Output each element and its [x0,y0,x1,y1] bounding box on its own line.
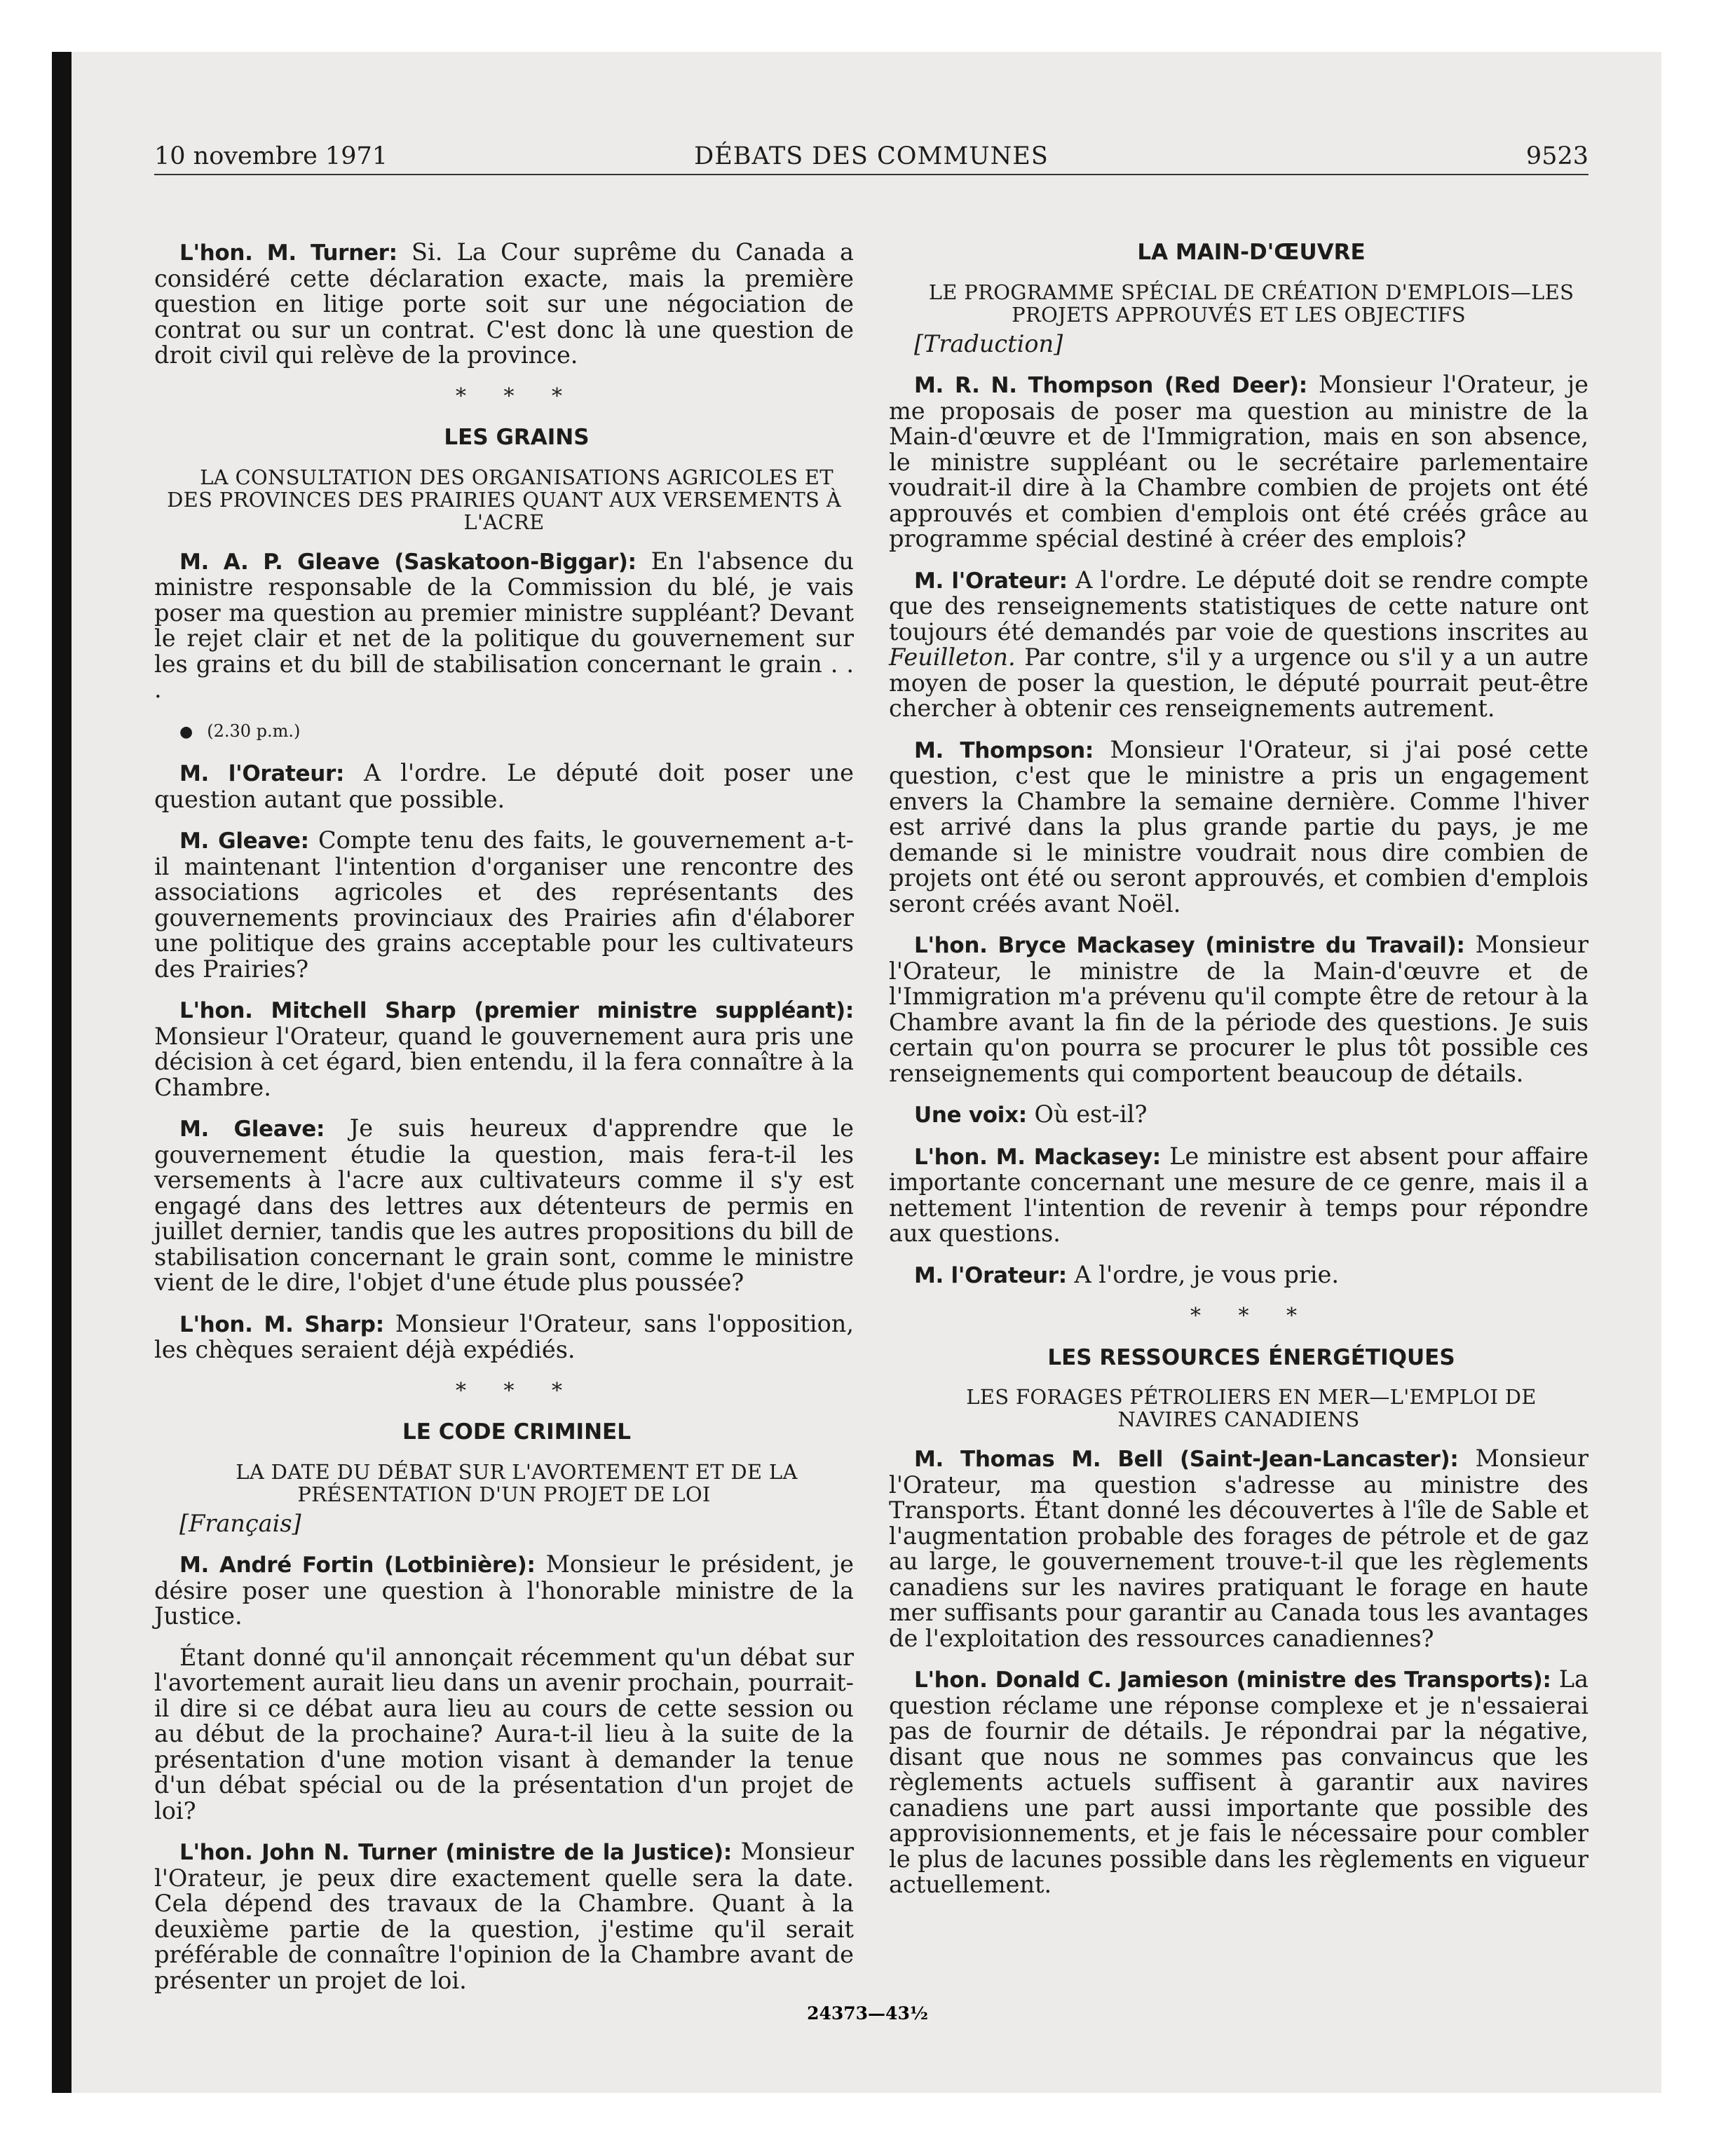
scan-border [52,52,72,2093]
header-title: DÉBATS DES COMMUNES [694,142,1049,170]
speaker-name: L'hon. Donald C. Jamieson (ministre des Transports): [914,1667,1551,1693]
right-column [889,240,1588,1913]
page-sheet [72,52,1661,2093]
speech-text: Par contre, s'il y a urgence ou s'il y a un autre moyen de poser la question, le député pourrait peut-être chercher à obtenir ces renseignements autrement. [889,643,1588,722]
section-subtitle: LA DATE DU DÉBAT SUR L'AVORTEMENT ET DE LA PRÉSENTATION D'UN PROJET DE LOI [236,1459,798,1506]
speech-text: Monsieur l'Orateur, sans l'opposition, les chèques seraient déjà expédiés. [154,1309,854,1363]
speech-text: Je suis heureux d'apprendre que le gouvernement étudie la question, mais fera-t-il les versements à l'acre aux cultivateurs comme il s'y est engagé dans des lettres aux détenteurs de permis en juillet dernier, tandis que les autres propositions du bill de stabilisation concernant le grain sont, comme le ministre vient de le dire, l'objet d'une étude plus poussée? [154,1114,855,1296]
speech-text: Monsieur l'Orateur, ma question s'adresse au ministre des Transports. Étant donné les découvertes à l'île de Sable et l'augmentation probable des forages de pétrole et de gaz au large, le gouvernement trouve-t-il que les règlements canadiens sur les navires pratiquant le forage en haute mer suffisants pour garantir au Canada tous les avantages de l'exploitation des ressources canadiennes? [889,1445,1589,1652]
paragraph [889,932,1588,1086]
paragraph [889,737,1588,917]
speech-text: Monsieur l'Orateur, si j'ai posé cette question, c'est que le ministre a pris un engagement envers la Chambre la semaine dernière. Comme l'hiver est arrivé dans la plus grande partie du pays, je me demande si le ministre voudrait nous dire combien de projets ont été ou seront approuvés, et combien d'emplois seront créés avant Noël. [889,735,1588,917]
section-title: LES GRAINS [444,425,590,450]
speech-text: Monsieur l'Orateur, quand le gouvernement aura pris une décision à cet égard, bien entendu, il la fera connaître à la Chambre. [154,1022,854,1101]
speaker-name: M. Gleave: [179,1117,325,1142]
paragraph [889,1446,1588,1651]
time-marker [154,718,854,746]
paragraph [154,1839,854,1993]
paragraph [889,372,1588,552]
section-title: LES RESSOURCES ÉNERGÉTIQUES [1047,1344,1455,1370]
left-column [154,240,854,2009]
paragraph [154,760,854,812]
section-title: LE CODE CRIMINEL [402,1419,631,1445]
paragraph [154,240,854,369]
italic-text: Feuilleton. [889,643,1016,671]
section-subtitle: LES FORAGES PÉTROLIERS EN MER—L'EMPLOI DE NAVIRES CANADIENS [966,1385,1537,1431]
speaker-name: M. André Fortin (Lotbinière): [179,1553,536,1578]
section-subtitle: LE PROGRAMME SPÉCIAL DE CRÉATION D'EMPLOIS—LES PROJETS APPROUVÉS ET LES OBJECTIFS [928,280,1574,327]
speech-text: Le ministre est absent pour affaire importante concernant une mesure de ce genre, mais il a nettement l'intention de revenir à temps pour répondre aux questions. [889,1142,1588,1247]
speech-text: Si. La Cour suprême du Canada a considéré cette déclaration exacte, mais la première question en litige porte soit sur une négociation de contrat ou sur un contrat. C'est donc là une question de droit civil qui relève de la province. [154,238,854,369]
paragraph [154,1552,854,1630]
paragraph [889,568,1588,722]
speaker-name: M. Gleave: [179,828,309,854]
speech-text: Où est-il? [1026,1100,1148,1128]
speech-text: La question réclame une réponse complexe et je n'essaierai pas de fournir de détails. Je répondrai par la négative, disant que nous ne sommes pas convaincus que les règlements actuels suffisent à garantir aux navires canadiens une part aussi importante que possible des approvisionnements, et je fais le nécessaire pour combler le plus de lacunes possible dans les règlements en vigueur actuellement. [889,1665,1588,1898]
header-page-number: 9523 [1525,142,1588,170]
speaker-name: M. l'Orateur: [914,1262,1067,1288]
paragraph [154,1311,854,1363]
section-separator: * * * [455,383,578,409]
paragraph [154,1116,854,1296]
speaker-name: L'hon. Bryce Mackasey (ministre du Travail): [914,933,1465,958]
paragraph [889,1144,1588,1247]
speech-text: A l'ordre. Le député doit poser une question autant que possible. [154,759,854,813]
paragraph [889,1102,1588,1128]
speaker-name: M. R. N. Thompson (Red Deer): [914,373,1307,398]
speaker-name: L'hon. M. Mackasey: [914,1144,1161,1170]
section-separator: * * * [455,1378,578,1403]
speaker-name: M. A. P. Gleave (Saskatoon-Biggar): [179,549,637,575]
section-subtitle: LA CONSULTATION DES ORGANISATIONS AGRICOLES ET DES PROVINCES DES PRAIRIES QUANT AUX VERSEMENTS À L'ACRE [167,465,841,534]
section-separator: * * * [1190,1304,1313,1328]
speaker-name: M. l'Orateur: [914,568,1068,594]
speaker-name: Une voix: [914,1103,1027,1128]
speaker-name: M. l'Orateur: [179,761,345,786]
speech-text: A l'ordre. Le député doit se rendre compte que des renseignements statistiques de cette nature ont toujours été demandés par voie de questions inscrites au [889,566,1588,646]
bullet-icon: ● [179,723,193,741]
speech-text: Monsieur l'Orateur, je me proposais de poser ma question au ministre de la Main-d'œuvre et de l'Immigration, mais en son absence, le ministre suppléant ou le secrétaire parlementaire voudrait-il dire à la Chambre combien de projets ont été approuvés et combien d'emplois ont été créés grâce au programme spécial destiné à créer des emplois? [889,371,1588,552]
paragraph: Étant donné qu'il annonçait récemment qu'un débat sur l'avortement aurait lieu dans un avenir prochain, pourrait-il dire si ce débat aura lieu au cours de cette session ou au début de la prochaine? Aura-t-il lieu à la suite de la présentation d'une motion visant à demander la tenue d'un débat spécial ou de la présentation d'un projet de loi? [154,1643,854,1824]
speech-text: A l'ordre, je vous prie. [1066,1260,1339,1288]
language-tag: [Français] [179,1509,301,1537]
section-title: LA MAIN-D'ŒUVRE [1137,240,1366,265]
paragraph [889,1262,1588,1289]
paragraph [154,549,854,703]
speaker-name: L'hon. M. Turner: [179,240,397,266]
speech-text: Monsieur l'Orateur, je peux dire exactement quelle sera la date. Cela dépend des travaux de la Chambre. Quant à la deuxième partie de la question, j'estime qu'il serait préférable de connaître l'opinion de la Chambre avant de présenter un projet de loi. [154,1838,854,1994]
paragraph [154,828,854,982]
header-date: 10 novembre 1971 [154,142,388,170]
speaker-name: L'hon. John N. Turner (ministre de la Justice): [179,1840,732,1865]
speech-text: Monsieur le président, je désire poser une question à l'honorable ministre de la Justice. [154,1550,855,1630]
paragraph [889,1667,1588,1898]
language-tag: [Traduction] [914,329,1063,357]
speech-text: Monsieur l'Orateur, le ministre de la Main-d'œuvre et de l'Immigration m'a prévenu qu'il compte être de retour à la Chambre avant la fin de la période des questions. Je suis certain qu'on pourra se procurer le plus tôt possible ces renseignements qui comportent beaucoup de détails. [889,931,1588,1087]
page-header [154,140,1588,175]
time-text: (2.30 p.m.) [207,721,301,741]
page-footer-code: 24373—43½ [807,2003,928,2024]
speaker-name: M. Thompson: [914,737,1094,763]
speaker-name: L'hon. M. Sharp: [179,1311,384,1337]
speaker-name: M. Thomas M. Bell (Saint-Jean-Lancaster): [914,1447,1459,1472]
speech-text: En l'absence du ministre responsable de la Commission du blé, je vais poser ma question au premier ministre suppléant? Devant le rejet clair et net de la politique du gouvernement sur les grains et du bill de stabilisation concernant le grain . . . [154,547,854,703]
paragraph [154,997,854,1100]
speech-text: Compte tenu des faits, le gouvernement a-t-il maintenant l'intention d'organiser une rencontre des associations agricoles et des représentants des gouvernements provinciaux des Prairies afin d'élaborer une politique des grains acceptable pour les cultivateurs des Prairies? [154,826,854,983]
speaker-name: L'hon. Mitchell Sharp (premier ministre suppléant): [179,998,854,1023]
